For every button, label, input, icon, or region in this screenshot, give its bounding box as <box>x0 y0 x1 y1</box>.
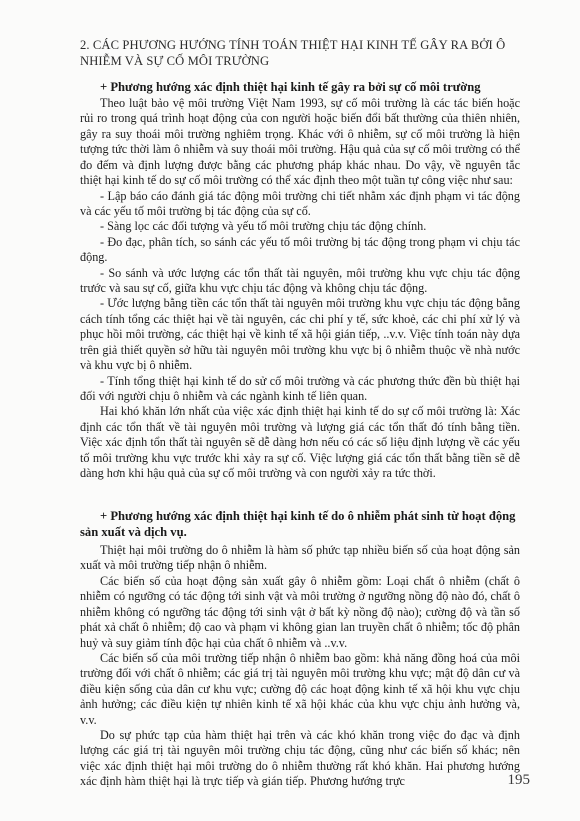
list-item: - Ước lượng bằng tiền các tổn thất tài nguyên môi trường khu vực chịu tác động bằng cách tính tổng các thiệt hại về tài nguyên, các chi phí y tế, sức khoẻ, các chi phí xử lý và phục hồi môi trường, các thiệt hại về kinh tế xã hội gián tiếp, ..v.v. Việc tính toán này dựa trên giả thiết quyền sở hữu tài nguyên môi trường khu vực bị ô nhiễm thuộc về nhà nước và khu vực bị ô nhiễm. <box>80 296 520 373</box>
paragraph: Các biến số của hoạt động sản xuất gây ô nhiễm gồm: Loại chất ô nhiễm (chất ô nhiễm có ngưỡng có tác động tới sinh vật và môi trường ở ngưỡng nồng độ nào đó, chất ô nhiễm không có ngưỡng tác động tới sinh vật ở bất kỳ nồng độ nào); cường độ và tần số phát xả chất ô nhiễm; độ cao và phạm vi không gian lan truyền chất ô nhiễm; tốc độ phân huỷ và suy giảm tính độc hại của chất ô nhiễm và ..v.v. <box>80 573 520 650</box>
section-title: 2. CÁC PHƯƠNG HƯỚNG TÍNH TOÁN THIỆT HẠI KINH TẾ GÂY RA BỞI Ô NHIỄM VÀ SỰ CỐ MÔI TRƯỜNG <box>80 38 506 68</box>
paragraph: Hai khó khăn lớn nhất của việc xác định thiệt hại kinh tế do sự cố môi trường là: Xác định các tổn thất về tài nguyên môi trường và lượng giá các tổn thất đó tính bằng tiền. Việc xác định tổn thất tài nguyên sẽ dễ dàng hơn nếu có các số liệu định lượng về các yếu tố môi trường khu vực trước khi xảy ra sự cố. Việc lượng giá các tổn thất bằng tiền sẽ dễ dàng hơn khi hậu quả của sự cố môi trường và con người xảy ra tức thời. <box>80 404 520 481</box>
page-number: 195 <box>507 772 530 788</box>
subsection-body-pollution <box>80 543 520 790</box>
paragraph: Thiệt hại môi trường do ô nhiễm là hàm số phức tạp nhiều biến số của hoạt động sản xuất và môi trường tiếp nhận ô nhiễm. <box>80 543 520 573</box>
subsection-heading-pollution: + Phương hướng xác định thiệt hại kinh tế do ô nhiễm phát sinh từ hoạt động sản xuất và dịch vụ. <box>80 509 516 539</box>
list-item: - So sánh và ước lượng các tổn thất tài nguyên, môi trường khu vực chịu tác động trước và sau sự cố, giữa khu vực chịu tác động và không chịu tác động. <box>80 265 520 296</box>
list-item: - Sàng lọc các đối tượng và yếu tố môi trường chịu tác động chính. <box>100 219 427 234</box>
paragraph: Do sự phức tạp của hàm thiệt hại trên và các khó khăn trong việc đo đạc và định lượng các giá trị tài nguyên môi trường chịu tác động, cũng như các biến số khác; nên việc xác định thiệt hại môi trường do ô nhiễm thường rất khó khăn. Hai phương hướng xác định hàm thiệt hại là trực tiếp và gián tiếp. Phương hướng trực <box>80 728 520 789</box>
list-item: - Tính tổng thiệt hại kinh tế do sử cố môi trường và các phương thức đền bù thiệt hại đối với người chịu ô nhiễm và các ngành kinh tế liên quan. <box>80 373 520 404</box>
list-item: - Lập báo cáo đánh giá tác động môi trường chi tiết nhằm xác định phạm vi tác động và các yếu tố môi trường bị tác động của sự cố. <box>80 188 520 218</box>
subsection-body-incident <box>80 96 520 482</box>
subsection-heading-incident: + Phương hướng xác định thiệt hại kinh tế gây ra bởi sự cố môi trường <box>100 80 481 94</box>
list-item: - Đo đạc, phân tích, so sánh các yếu tố môi trường bị tác động trong phạm vi chịu tác động. <box>80 234 520 265</box>
paragraph: Theo luật bảo vệ môi trường Việt Nam 1993, sự cố môi trường là các tác biến hoặc rủi ro trong quá trình hoạt động của con người hoặc biến đổi bất thường của thiên nhiên, gây ra suy thoái môi trường nghiêm trọng. Khác với ô nhiễm, sự cố môi trường là hiện tượng tức thời làm ô nhiễm và suy thoái môi trường. Hậu quả của sự cố môi trường có thể đo đếm và định lượng được bằng các phương pháp khác nhau. Do vậy, về nguyên tắc thiệt hại kinh tế do sự cố môi trường có thể xác định theo một tuần tự công việc như sau: <box>80 96 520 188</box>
paragraph: Các biến số của môi trường tiếp nhận ô nhiễm bao gồm: khả năng đồng hoá của môi trường đối với chất ô nhiễm; các giá trị tài nguyên môi trường khu vực; mật độ dân cư và điều kiện sống của dân cư khu vực; cường độ các hoạt động kinh tế xã hội khu vực chịu ảnh hưởng; các điều kiện tự nhiên kinh tế xã hội khác của khu vực chịu ảnh hưởng và, v.v. <box>80 650 520 727</box>
